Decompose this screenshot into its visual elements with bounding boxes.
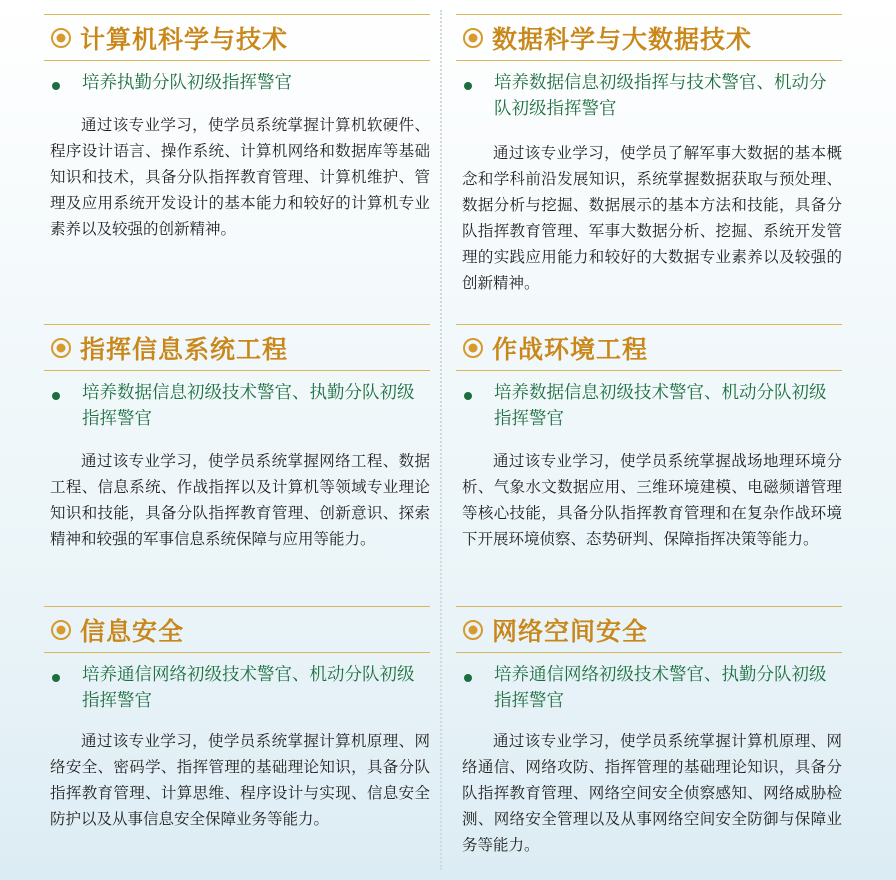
- target-icon: [50, 337, 72, 359]
- section-title: 数据科学与大数据技术: [492, 25, 753, 54]
- section-rule-top: [44, 324, 430, 325]
- target-icon: [462, 337, 484, 359]
- section-rule-bottom: [456, 370, 842, 371]
- section-description: 通过该专业学习，使学员了解军事大数据的基本概念和学科前沿发展知识，系统掌握数据获取与预处理、数据分析与挖掘、数据展示的基本方法和技能，具备分队指挥教育管理、军事大数据分析、挖掘、系统开发管理的实践应用能力和较好的大数据专业素养以及较强的创新精神。: [462, 144, 842, 292]
- section-header: [50, 18, 288, 58]
- section-rule-top: [456, 14, 842, 15]
- section-title: 计算机科学与技术: [80, 25, 289, 54]
- training-target: [464, 70, 842, 122]
- section-header: [462, 18, 752, 58]
- training-target: [52, 662, 430, 714]
- section-title: 作战环境工程: [492, 335, 649, 364]
- section-rule-top: [456, 606, 842, 607]
- bullet-dot-icon: [464, 392, 472, 400]
- training-target-text: 培养数据信息初级技术警官、执勤分队初级指挥警官: [82, 383, 415, 429]
- column-divider: [440, 10, 442, 870]
- bullet-dot-icon: [464, 674, 472, 682]
- section-rule-top: [456, 324, 842, 325]
- section-header: [462, 610, 648, 650]
- section-header: [462, 328, 648, 368]
- section-rule-bottom: [456, 60, 842, 61]
- section-rule-bottom: [44, 60, 430, 61]
- training-target-text: 培养执勤分队初级指挥警官: [82, 73, 292, 93]
- section-description: 通过该专业学习，使学员系统掌握战场地理环境分析、气象水文数据应用、三维环境建模、电磁频谱管理等核心技能，具备分队指挥教育管理和在复杂作战环境下开展环境侦察、态势研判、保障指挥决策等能力。: [462, 452, 842, 548]
- training-target: [52, 380, 430, 432]
- target-icon: [462, 619, 484, 641]
- bullet-dot-icon: [52, 82, 60, 90]
- training-target-text: 培养数据信息初级指挥与技术警官、机动分队初级指挥警官: [494, 73, 827, 119]
- section-rule-bottom: [44, 370, 430, 371]
- section-header: [50, 328, 288, 368]
- section-rule-top: [44, 14, 430, 15]
- section-description: 通过该专业学习，使学员系统掌握计算机原理、网络安全、密码学、指挥管理的基础理论知识，具备分队指挥教育管理、计算思维、程序设计与实现、信息安全防护以及从事信息安全保障业务等能力。: [50, 732, 430, 828]
- training-target: [464, 380, 842, 432]
- bullet-dot-icon: [52, 674, 60, 682]
- section-description: 通过该专业学习，使学员系统掌握网络工程、数据工程、信息系统、作战指挥以及计算机等领域专业理论知识和技能，具备分队指挥教育管理、创新意识、探索精神和较强的军事信息系统保障与应用等能力。: [50, 452, 430, 548]
- section-rule-top: [44, 606, 430, 607]
- section-description: 通过该专业学习，使学员系统掌握计算机原理、网络通信、网络攻防、指挥管理的基础理论知识，具备分队指挥教育管理、网络空间安全侦察感知、网络威胁检测、网络安全管理以及从事网络空间安全防御与保障业务等能力。: [462, 732, 842, 854]
- section-title: 网络空间安全: [492, 617, 649, 646]
- training-target: [52, 70, 430, 96]
- section-title: 指挥信息系统工程: [80, 335, 289, 364]
- section-rule-bottom: [44, 652, 430, 653]
- target-icon: [50, 619, 72, 641]
- training-target-text: 培养通信网络初级技术警官、执勤分队初级指挥警官: [494, 665, 827, 711]
- section-description: 通过该专业学习，使学员系统掌握计算机软硬件、程序设计语言、操作系统、计算机网络和数据库等基础知识和技术，具备分队指挥教育管理、计算机维护、管理及应用系统开发设计的基本能力和较好的计算机专业素养以及较强的创新精神。: [50, 116, 430, 238]
- bullet-dot-icon: [464, 82, 472, 90]
- training-target-text: 培养数据信息初级技术警官、机动分队初级指挥警官: [494, 383, 827, 429]
- target-icon: [50, 27, 72, 49]
- section-title: 信息安全: [80, 617, 185, 646]
- training-target: [464, 662, 842, 714]
- training-target-text: 培养通信网络初级技术警官、机动分队初级指挥警官: [82, 665, 415, 711]
- section-rule-bottom: [456, 652, 842, 653]
- target-icon: [462, 27, 484, 49]
- bullet-dot-icon: [52, 392, 60, 400]
- section-header: [50, 610, 184, 650]
